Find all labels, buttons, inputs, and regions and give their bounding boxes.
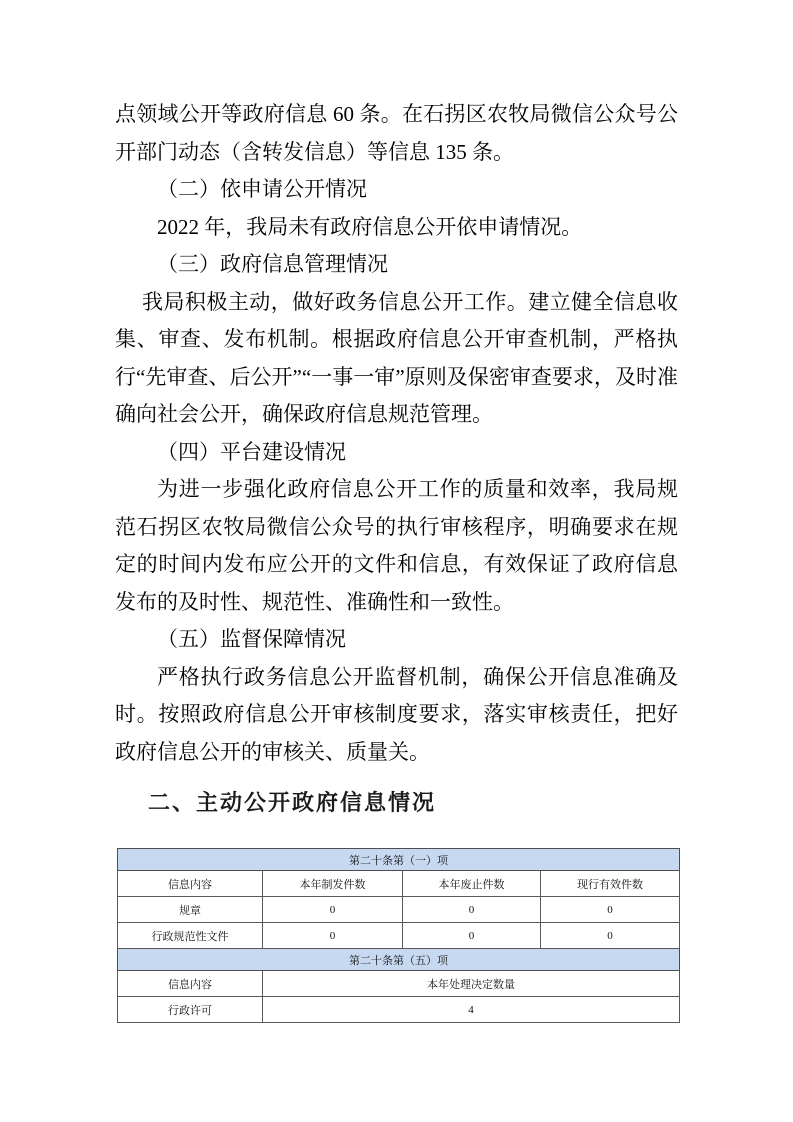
table-row (118, 949, 680, 971)
table-cell: 0 (263, 923, 403, 949)
table-row (118, 849, 680, 871)
table-cell: 行政许可 (118, 997, 263, 1023)
table-cell: 0 (403, 897, 541, 923)
table-cell: 0 (403, 923, 541, 949)
table-cell: 规章 (118, 897, 263, 923)
subsection-heading-4: （四）平台建设情况 (157, 439, 346, 464)
table-cell: 0 (541, 923, 680, 949)
subsection-heading-2: （二）依申请公开情况 (157, 177, 367, 201)
body-paragraph: 为进一步强化政府信息公开工作的质量和效率，我局规范石拐区农牧局微信公众号的执行审核程序，明确要求在规定的时间内发布应公开的文件和信息，有效保证了政府信息发布的及时性、规范性、准确性和一致性。 (115, 477, 678, 614)
table-cell: 0 (541, 897, 680, 923)
table-header-cell: 本年制发件数 (263, 871, 403, 897)
body-paragraph: 严格执行政务信息公开监督机制，确保公开信息准确及时。按照政府信息公开审核制度要求，落实审核责任，把好政府信息公开的审核关、质量关。 (115, 664, 678, 764)
report-body (115, 96, 678, 771)
table-cell: 行政规范性文件 (118, 923, 263, 949)
table-header-cell: 本年处理决定数量 (263, 971, 680, 997)
table-header-cell: 信息内容 (118, 871, 263, 897)
table-header-cell: 现行有效件数 (541, 871, 680, 897)
table-section-title: 第二十条第（一）项 (118, 849, 680, 871)
table-header-cell: 本年废止件数 (403, 871, 541, 897)
body-paragraph: 点领域公开等政府信息 60 条。在石拐区农牧局微信公众号公开部门动态（含转发信息）等信息 135 条。 (115, 102, 678, 164)
table-section-title: 第二十条第（五）项 (118, 949, 680, 971)
subsection-heading-3: （三）政府信息管理情况 (157, 252, 388, 276)
table-row (118, 971, 680, 997)
table-row (118, 897, 680, 923)
subsection-heading-5: （五）监督保障情况 (157, 627, 346, 651)
body-paragraph: 2022 年，我局未有政府信息公开依申请情况。 (157, 214, 583, 239)
table-row (118, 923, 680, 949)
disclosure-table (117, 848, 680, 1023)
table-header-cell: 信息内容 (118, 971, 263, 997)
table-row (118, 871, 680, 897)
section-heading: 二、主动公开政府信息情况 (148, 790, 437, 815)
table-row (118, 997, 680, 1023)
table-cell: 0 (263, 897, 403, 923)
table-cell: 4 (263, 997, 680, 1023)
body-paragraph: 我局积极主动，做好政务信息公开工作。建立健全信息收集、审查、发布机制。根据政府信息公开审查机制，严格执行“先审查、后公开”“一事一审”原则及保密审查要求，及时准确向社会公开，确保政府信息规范管理。 (115, 289, 678, 426)
